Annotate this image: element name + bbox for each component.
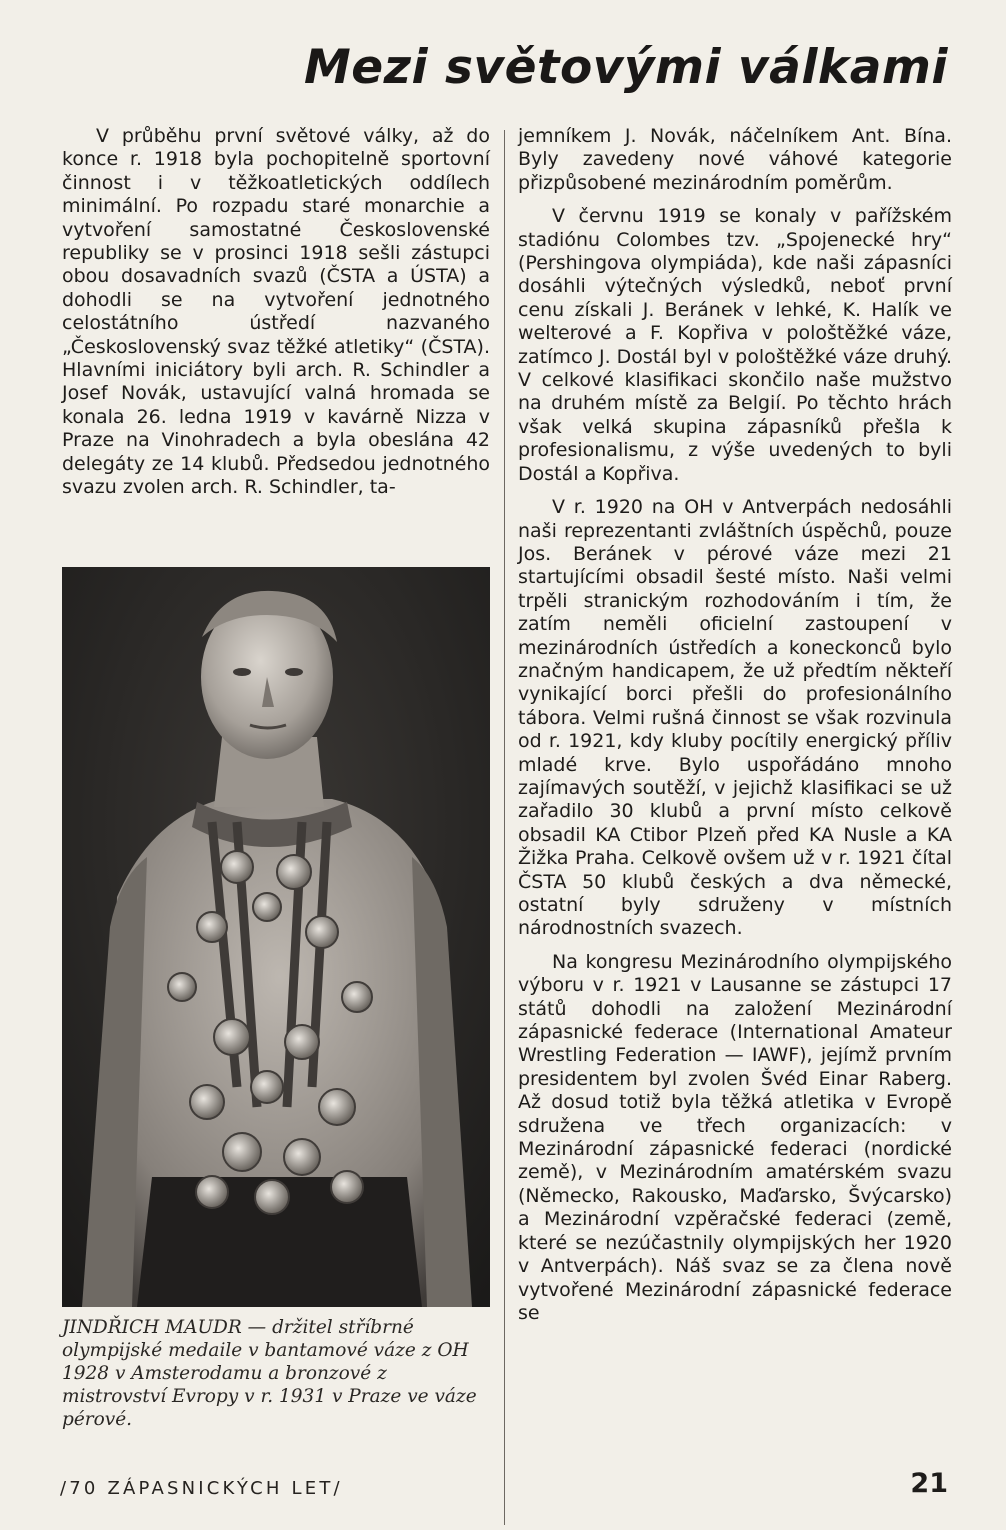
paragraph: jemníkem J. Novák, náčelníkem Ant. Bína. Byly zavedeny nové váhové kategorie přizpůsobené mezinárodním poměrům. [518, 125, 952, 194]
paragraph: V průběhu první světové války, až do konce r. 1918 byla pochopitelně sportovní činnost i v těžkoatletických oddílech minimální. Po rozpadu staré monarchie a vytvoření samostatné Československé republiky se v prosinci 1918 sešli zástupci obou dosavadních svazů (ČSTA a ÚSTA) a dohodli se na vytvoření jednotného celostátního ústředí nazvaného „Československý svaz těžké atletiky“ (ČSTA). Hlavními iniciátory byli arch. R. Schindler a Josef Novák, ustavující valná hromada se konala 26. ledna 1919 v kavárně Nizza v Praze na Vinohradech a byla obeslána 42 delegáty ze 14 klubů. Předsedou jednotného svazu zvolen arch. R. Schindler, ta- [62, 125, 490, 499]
footer-book-title: /70 ZÁPASNICKÝCH LET/ [60, 1478, 343, 1499]
paragraph: Na kongresu Mezinárodního olympijského výboru v r. 1921 v Lausanne se zástupci 17 států dohodli na založení Mezinárodní zápasnické federace (International Amateur Wrestling Federation — IAWF), jejímž prvním presidentem byl zvolen Švéd Einar Raberg. Až dosud totiž byla těžká atletika v Evropě sdružena ve třech organizacích: v Mezinárodní zápasnické federaci (nordické země), v Mezinárodním amatérském svazu (Německo, Rakousko, Maďarsko, Švýcarsko) a Mezinárodní vzpěračské federaci (země, které se nezúčastnily olympijských her 1920 v Antverpách). Náš svaz se za člena nově vytvořené Mezinárodní zápasnické federace se [518, 950, 952, 1324]
page-title: Mezi světovými válkami [304, 40, 948, 95]
column-divider [504, 130, 505, 1525]
column-left [62, 125, 490, 500]
photo-caption [62, 1316, 490, 1431]
column-right [518, 125, 952, 1325]
portrait-photo [62, 567, 490, 1307]
paragraph: V r. 1920 na OH v Antverpách nedosáhli naši reprezentanti zvláštních úspěchů, pouze Jos. Beránek v pérové váze mezi 21 startujícími obsadil šesté místo. Naši velmi trpěli stranickým rozhodováním i tím, že zatím neměli oficielní zastoupení v mezinárodních ústředích a koneckonců bylo značným handicapem, že už předtím někteří vynikající borci přešli do profesionálního tábora. Velmi rušná činnost se však rozvinula od r. 1921, kdy kluby pocítily energický příliv mladé krve. Bylo uspořádáno mnoho zajímavých soutěží, v jejichž klasifikaci se už zařadilo 30 klubů a první místo celkově obsadil KA Ctibor Plzeň před KA Nusle a KA Žižka Praha. Celkově ovšem už v r. 1921 čítal ČSTA 50 klubů českých a dva německé, ostatní byly sdruženy v místních národnostních svazech. [518, 496, 952, 940]
caption-text: JINDŘICH MAUDR — držitel stříbrné olympijské medaile v bantamové váze z OH 1928 v Amsterodamu a bronzové z mistrovství Evropy v r. 1931 v Praze ve váze pérové. [62, 1317, 477, 1430]
paragraph: V červnu 1919 se konaly v pařížském stadiónu Colombes tzv. „Spojenecké hry“ (Pershingova olympiáda), kde naši zápasníci dosáhli výtečných výsledků, neboť první cenu získali J. Beránek v lehké, K. Halík ve welterové a F. Kopřiva v pološtěžké váze, zatímco J. Dostál byl v pološtěžké váze druhý. V celkové klasifikaci skončilo naše mužstvo na druhém místě za Belgií. Po těchto hrách však velká skupina zápasníků přešla k profesionalismu, z výše uvedených to byli Dostál a Kopřiva. [518, 205, 952, 485]
portrait-photo-icon [62, 567, 490, 1307]
page-number: 21 [910, 1468, 948, 1499]
